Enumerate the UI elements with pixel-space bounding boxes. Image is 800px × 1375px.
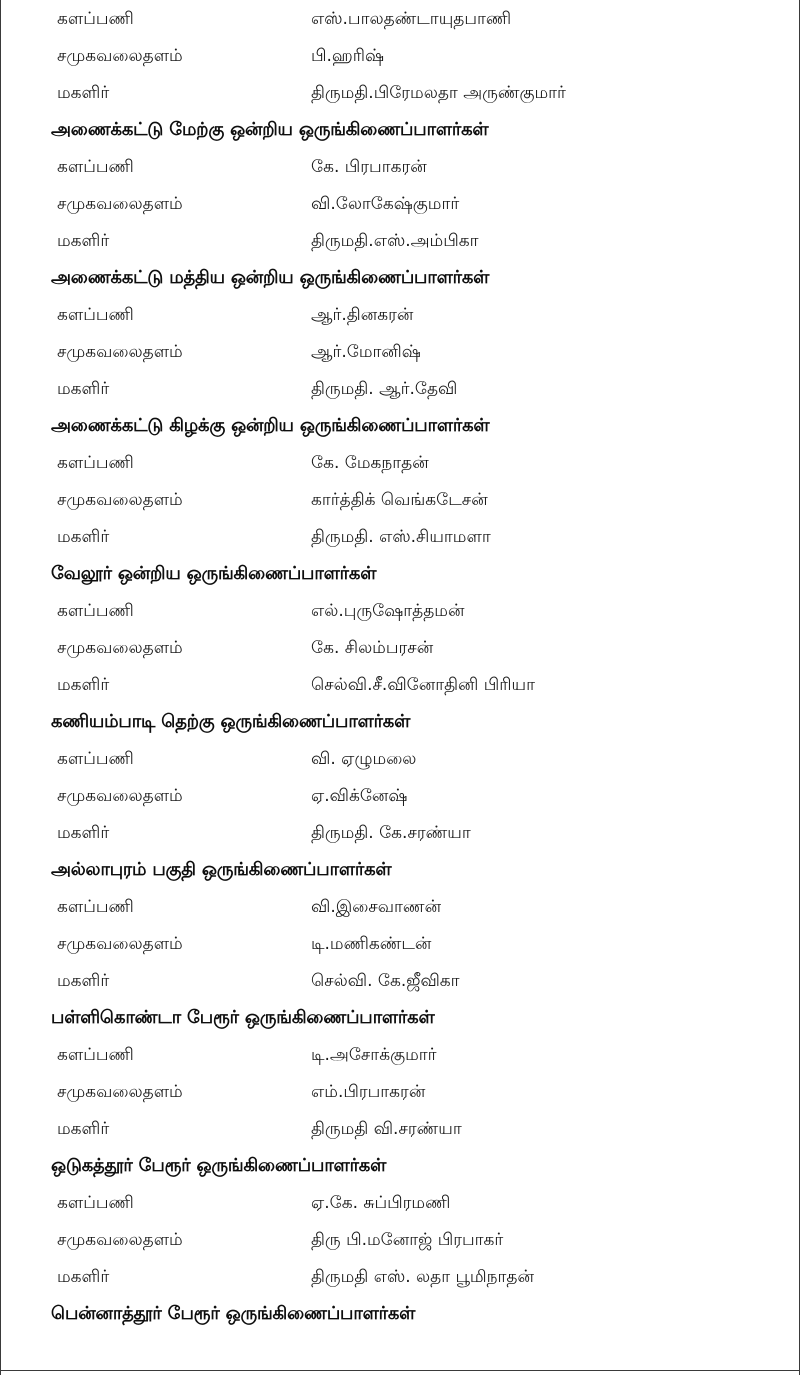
member-row [1,893,800,921]
member-role: மகளிர் [57,971,110,991]
section-heading: பென்னாத்தூர் பேரூர் ஒருங்கிணைப்பாளர்கள் [51,1303,416,1324]
member-row [1,227,800,255]
member-role: களப்பணி [57,9,134,29]
member-role: களப்பணி [57,453,134,473]
member-row [1,930,800,958]
member-name: திருமதி.பிரேமலதா அருண்குமார் [311,83,566,103]
member-name: திருமதி. கே.சரண்யா [311,823,471,843]
section-heading-row [1,1152,800,1180]
member-role: மகளிர் [57,823,110,843]
section-heading: வேலூர் ஒன்றிய ஒருங்கிணைப்பாளர்கள் [51,563,377,584]
member-row [1,449,800,477]
member-row [1,375,800,403]
member-name: கார்த்திக் வெங்கடேசன் [311,490,488,510]
member-name: கே. சிலம்பரசன் [311,638,434,658]
member-role: மகளிர் [57,1267,110,1287]
member-role: களப்பணி [57,601,134,621]
member-name: ஏ.கே. சுப்பிரமணி [311,1193,451,1213]
member-name: கே. மேகநாதன் [311,453,429,473]
member-role: சமுகவலைதளம் [57,638,183,658]
section-heading: ஒடுகத்தூர் பேரூர் ஒருங்கிணைப்பாளர்கள் [51,1155,387,1176]
section-heading: அணைக்கட்டு மேற்கு ஒன்றிய ஒருங்கிணைப்பாளர்கள் [51,119,489,140]
member-role: களப்பணி [57,897,134,917]
member-row [1,671,800,699]
member-row [1,1078,800,1106]
member-row [1,967,800,995]
member-row [1,597,800,625]
member-role: சமுகவலைதளம் [57,490,183,510]
section-heading-row [1,264,800,292]
member-name: வி. ஏழுமலை [311,749,417,769]
member-row [1,79,800,107]
member-role: சமுகவலைதளம் [57,934,183,954]
member-name: திருமதி எஸ். லதா பூமிநாதன் [311,1267,534,1287]
member-role: சமுகவலைதளம் [57,1082,183,1102]
member-role: களப்பணி [57,1193,134,1213]
member-row [1,5,800,33]
member-row [1,301,800,329]
section-heading-row [1,412,800,440]
member-role: சமுகவலைதளம் [57,786,183,806]
section-heading: பள்ளிகொண்டா பேரூர் ஒருங்கிணைப்பாளர்கள் [51,1007,435,1028]
member-name: பி.ஹரிஷ் [311,46,385,66]
member-row [1,634,800,662]
member-role: மகளிர் [57,83,110,103]
member-role: களப்பணி [57,749,134,769]
member-row [1,745,800,773]
member-row [1,1226,800,1254]
member-row [1,1189,800,1217]
member-name: ஏ.விக்னேஷ் [311,786,408,806]
member-name: திருமதி. எஸ்.சியாமளா [311,527,491,547]
member-row [1,819,800,847]
member-row [1,1041,800,1069]
member-role: களப்பணி [57,305,134,325]
member-name: வி.இசைவாணன் [311,897,442,917]
member-row [1,153,800,181]
section-heading-row [1,856,800,884]
section-heading-row [1,708,800,736]
member-name: திரு பி.மனோஜ் பிரபாகர் [311,1230,504,1250]
member-name: எம்.பிரபாகரன் [311,1082,426,1102]
member-name: எல்.புருஷோத்தமன் [311,601,465,621]
member-name: கே. பிரபாகரன் [311,157,427,177]
section-heading: அணைக்கட்டு கிழக்கு ஒன்றிய ஒருங்கிணைப்பாளர்கள் [51,415,490,436]
section-heading: அணைக்கட்டு மத்திய ஒன்றிய ஒருங்கிணைப்பாளர்கள் [51,267,490,288]
member-role: மகளிர் [57,675,110,695]
member-name: ஆர்.தினகரன் [311,305,414,325]
member-row [1,1115,800,1143]
member-row [1,523,800,551]
member-role: மகளிர் [57,231,110,251]
member-row [1,486,800,514]
member-row [1,42,800,70]
section-heading-row [1,1300,800,1328]
section-heading: கணியம்பாடி தெற்கு ஒருங்கிணைப்பாளர்கள் [51,711,411,732]
member-row [1,190,800,218]
member-name: டி.மணிகண்டன் [311,934,432,954]
section-heading: அல்லாபுரம் பகுதி ஒருங்கிணைப்பாளர்கள் [51,859,392,880]
member-name: எஸ்.பாலதண்டாயுதபாணி [311,9,512,29]
member-name: வி.லோகேஷ்குமார் [311,194,460,214]
member-row [1,782,800,810]
section-heading-row [1,560,800,588]
section-heading-row [1,1004,800,1032]
member-name: டி.அசோக்குமார் [311,1045,437,1065]
member-role: சமுகவலைதளம் [57,1230,183,1250]
member-role: சமுகவலைதளம் [57,46,183,66]
member-name: திருமதி.எஸ்.அம்பிகா [311,231,479,251]
member-role: மகளிர் [57,379,110,399]
bottom-border-line [1,1370,799,1371]
member-role: களப்பணி [57,1045,134,1065]
member-name: ஆர்.மோனிஷ் [311,342,421,362]
member-name: செல்வி. கே.ஜீவிகா [311,971,460,991]
member-name: திருமதி. ஆர்.தேவி [311,379,458,399]
member-name: திருமதி வி.சரண்யா [311,1119,462,1139]
member-row [1,338,800,366]
member-role: சமுகவலைதளம் [57,342,183,362]
member-role: மகளிர் [57,527,110,547]
member-role: மகளிர் [57,1119,110,1139]
member-name: செல்வி.சீ.வினோதினி பிரியா [311,675,535,695]
member-role: சமுகவலைதளம் [57,194,183,214]
section-heading-row [1,116,800,144]
member-row [1,1263,800,1291]
member-role: களப்பணி [57,157,134,177]
